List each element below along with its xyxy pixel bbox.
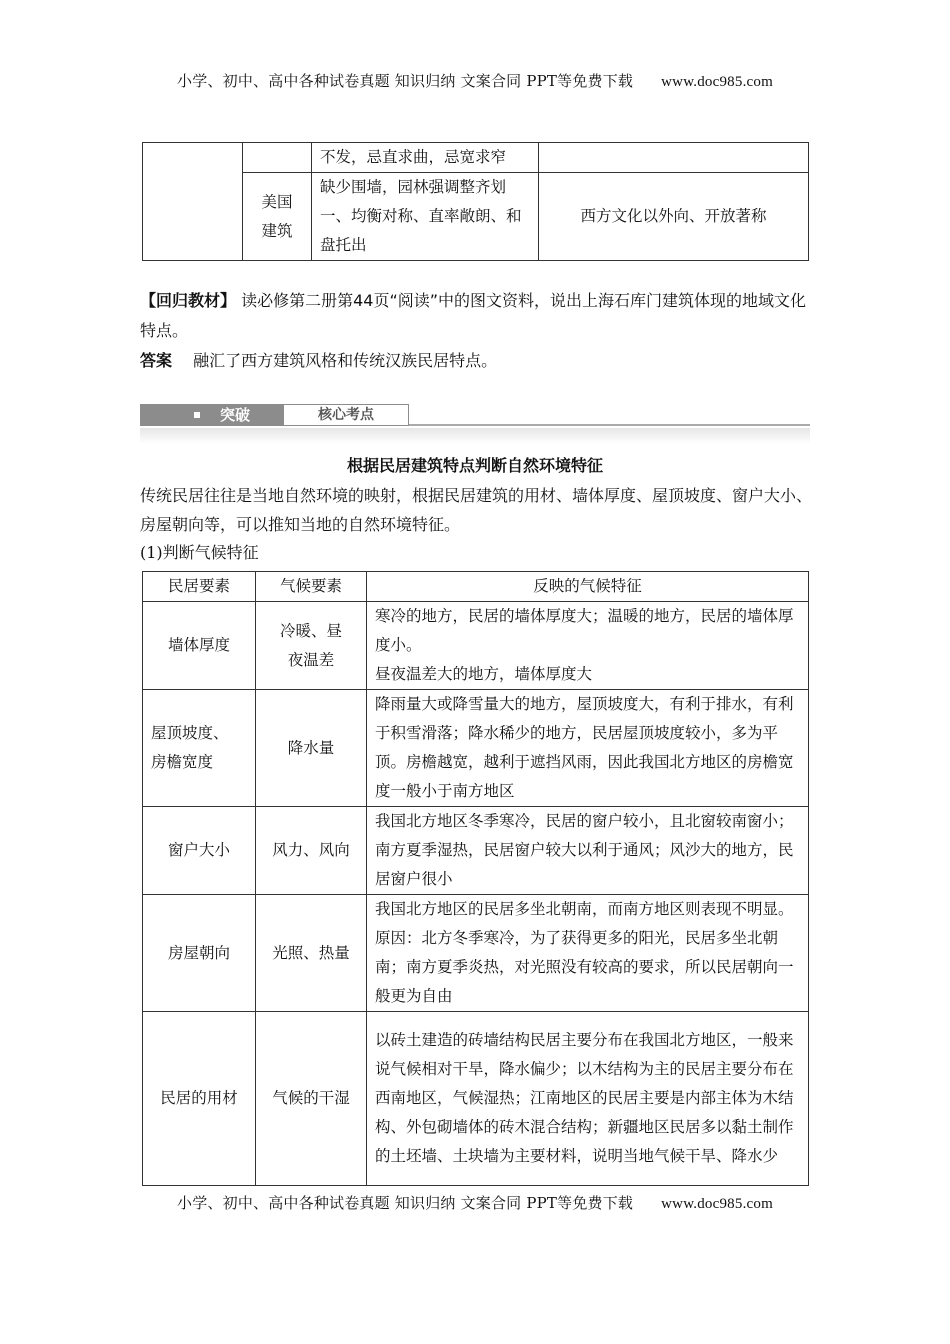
- row-feature: 我国北方地区的民居多坐北朝南，而南方地区则表现不明显。原因：北方冬季寒冷，为了获得更多的阳光，民居多坐北朝南；南方夏季炎热，对光照没有较高的要求，所以民居朝向一般更为自由: [367, 895, 809, 1012]
- section-bar: [140, 404, 810, 444]
- row-feature: 我国北方地区冬季寒冷，民居的窗户较小，且北窗较南窗小；南方夏季湿热，民居窗户较大以利于通风；风沙大的地方，民居窗户很小: [367, 807, 809, 895]
- footer-text: 小学、初中、高中各种试卷真题 知识归纳 文案合同 PPT等免费下载: [177, 1194, 634, 1212]
- row-element: 屋顶坡度、房檐宽度: [143, 690, 256, 807]
- sub-heading: (1)判断气候特征: [140, 543, 259, 562]
- top-table-empty-col2: [243, 143, 312, 173]
- square-bullet-icon: [194, 412, 200, 418]
- table-header-row: [143, 572, 809, 602]
- header-url[interactable]: www.doc985.com: [661, 74, 773, 90]
- table-row: [143, 602, 809, 690]
- review-paragraph: [140, 286, 812, 346]
- answer-paragraph: [140, 346, 812, 375]
- header-text: 小学、初中、高中各种试卷真题 知识归纳 文案合同 PPT等免费下载: [177, 72, 634, 90]
- row-factor: 光照、热量: [256, 895, 367, 1012]
- row-element: 房屋朝向: [143, 895, 256, 1012]
- top-row2-feature: 缺少围墙，园林强调整齐划一、均衡对称、直率敞朗、和盘托出: [312, 173, 539, 261]
- header-element: 民居要素: [143, 572, 256, 602]
- header-factor: 气候要素: [256, 572, 367, 602]
- row-factor: 气候的干湿: [256, 1012, 367, 1186]
- page-footer: [0, 1192, 950, 1213]
- section-bar-shade: [140, 428, 810, 444]
- section-bar-light-label: 核心考点: [283, 404, 409, 426]
- row-factor: 降水量: [256, 690, 367, 807]
- table-row: [143, 1012, 809, 1186]
- table-row: [143, 690, 809, 807]
- row-element: 民居的用材: [143, 1012, 256, 1186]
- review-text: 读必修第二册第44页“阅读”中的图文资料，说出上海石库门建筑体现的地域文化特点。: [140, 291, 807, 340]
- row-element: 窗户大小: [143, 807, 256, 895]
- row-feature: 降雨量大或降雪量大的地方，屋顶坡度大，有利于排水，有利于积雪滑落；降水稀少的地方，民居屋顶坡度较小，多为平顶。房檐越宽，越利于遮挡风雨，因此我国北方地区的房檐宽度一般小于南方地区: [367, 690, 809, 807]
- section-title: 根据民居建筑特点判断自然环境特征: [346, 456, 603, 475]
- top-table: [142, 142, 809, 261]
- table-row: [143, 807, 809, 895]
- row-factor: 冷暖、昼夜温差: [256, 602, 367, 690]
- row-factor: 风力、风向: [256, 807, 367, 895]
- row-feature: 寒冷的地方，民居的墙体厚度大；温暖的地方，民居的墙体厚度小。 昼夜温差大的地方，墙体厚度大: [367, 602, 809, 690]
- answer-label: 答案: [140, 351, 173, 370]
- row-feature: 以砖土建造的砖墙结构民居主要分布在我国北方地区，一般来说气候相对干旱，降水偏少；以木结构为主的民居主要分布在西南地区，气候湿热；江南地区的民居主要是内部主体为木结构、外包砌墙体的砖木混合结构；新疆地区民居多以黏土制作的土坯墙、土块墙为主要材料，说明当地气候干旱、降水少: [367, 1012, 809, 1186]
- row-element: 墙体厚度: [143, 602, 256, 690]
- section-bar-dark-label: 突破: [220, 406, 251, 424]
- review-label: 【回归教材】: [140, 291, 237, 310]
- intro-paragraph: 传统民居往往是当地自然环境的映射，根据民居建筑的用材、墙体厚度、屋顶坡度、窗户大小、房屋朝向等，可以推知当地的自然环境特征。: [140, 486, 813, 534]
- section-bar-dark: [140, 404, 283, 426]
- top-row2-culture: 西方文化以外向、开放著称: [539, 173, 809, 261]
- answer-text: 融汇了西方建筑风格和传统汉族民居特点。: [193, 351, 498, 370]
- table-row: [143, 895, 809, 1012]
- top-row1-feature: 不发，忌直求曲，忌宽求窄: [312, 143, 539, 173]
- footer-url[interactable]: www.doc985.com: [661, 1196, 773, 1212]
- top-row2-name: 美国建筑: [243, 173, 312, 261]
- section-bar-line: [409, 424, 810, 426]
- header-feature: 反映的气候特征: [367, 572, 809, 602]
- page-header: [0, 70, 950, 91]
- top-table-empty-col1: [143, 143, 243, 261]
- top-row1-culture: [539, 143, 809, 173]
- climate-table: [142, 571, 809, 1186]
